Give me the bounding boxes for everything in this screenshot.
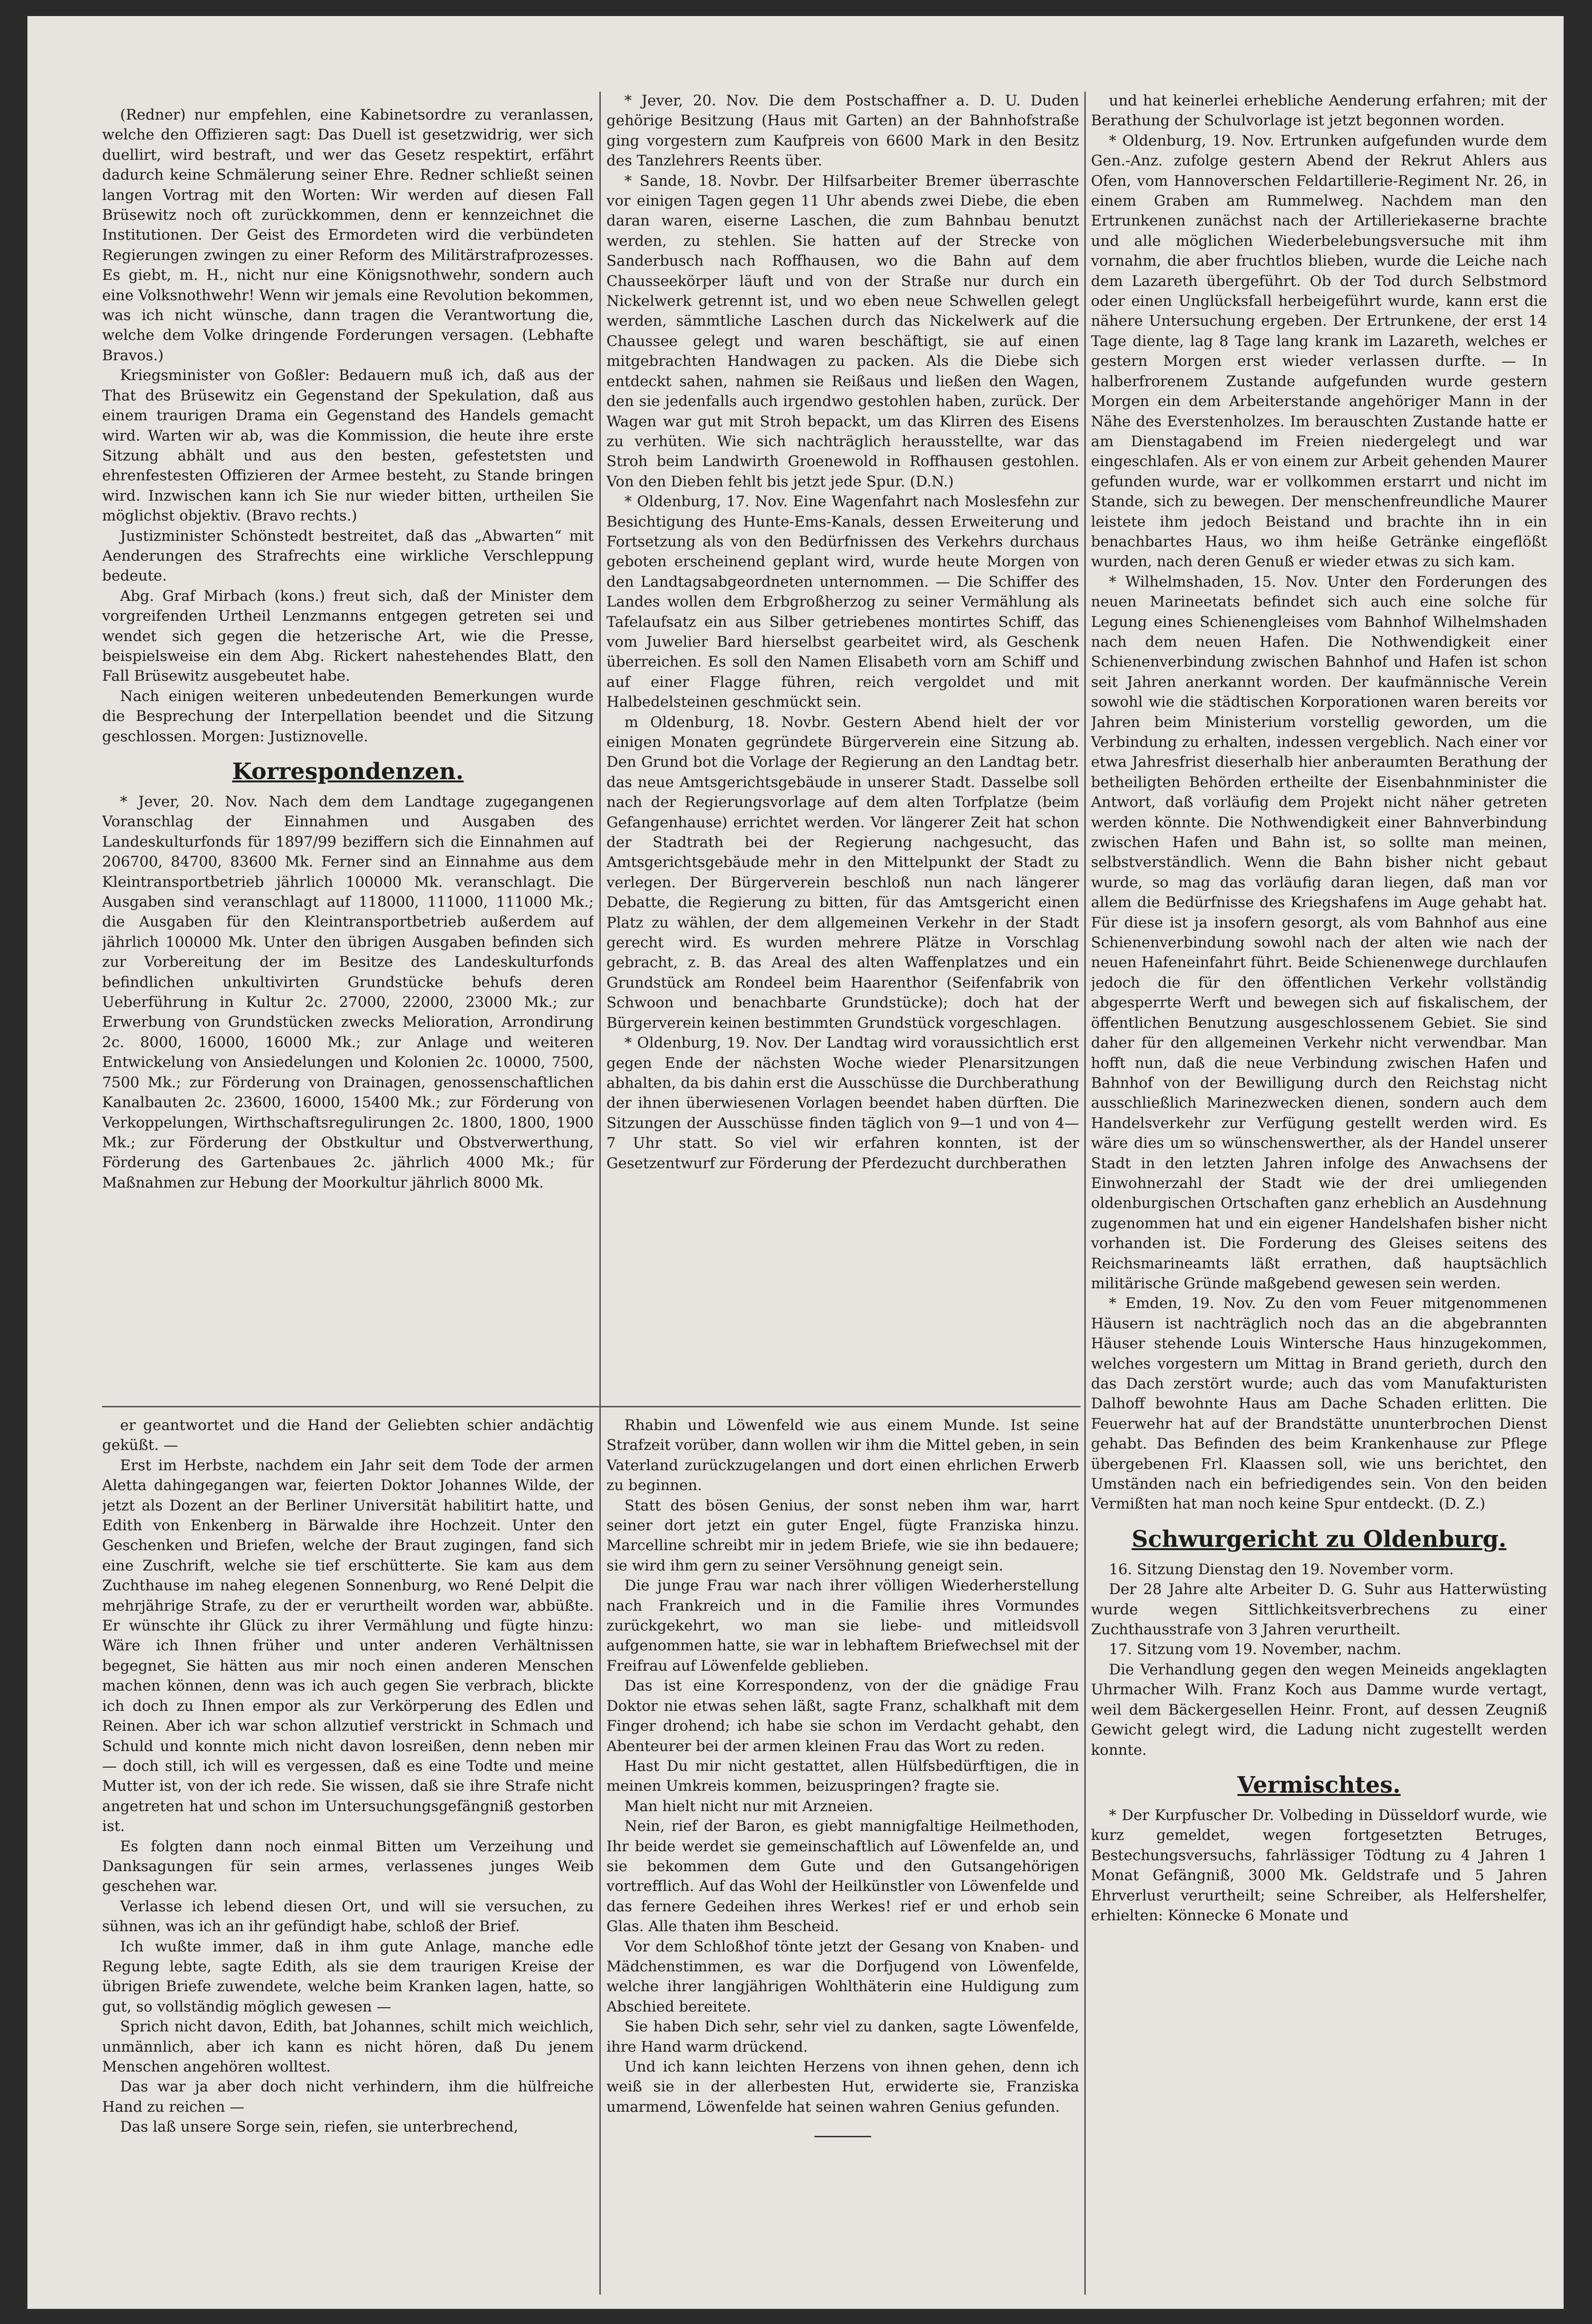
article-paragraph: Nach einigen weiteren unbedeutenden Bemerkungen wurde die Besprechung der Interpellation beendet und die Sitzung geschlossen. Morgen: Justiznovelle. <box>102 687 594 745</box>
article-paragraph: Abg. Graf Mirbach (kons.) freut sich, daß der Minister dem vorgreifenden Urtheil Lenzmanns entgegen getreten sei und wendet sich gegen die hetzerische Art, wie die Presse, beispielsweise ein dem Abg. Rickert nahestehendes Blatt, den Fall Brüsewitz ausgebeutet habe. <box>102 587 594 685</box>
article-paragraph: * Oldenburg, 19. Nov. Ertrunken aufgefunden wurde dem Gen.-Anz. zufolge gestern Abend der Rekrut Ahlers aus Ofen, vom Hannoverschen Feldartillerie-Regiment Nr. 26, in einem Graben am Rummelweg. Nachdem man den Ertrunkenen zunächst nach der Artilleriekaserne brachte und alle möglichen Wiederbelebungsversuche mit ihm vornahm, die aber fruchtlos blieben, wurde die Leiche nach dem Lazareth übergeführt. Ob der Tod durch Selbstmord oder einen Unglücksfall herbeigeführt wurde, kann erst die nähere Untersuchung ergeben. Der Ertrunkene, der erst 14 Tage diente, lag 8 Tage lang krank im Lazareth, welches er gestern Morgen erst wieder verlassen durfte. — In halberfrorenem Zustande aufgefunden wurde gestern Morgen ein dem Arbeiterstande angehöriger Mann in der Nähe des Everstenholzes. Im berauschten Zustande hatte er am Dienstagabend im Freien niedergelegt und war eingeschlafen. Als er von einem zur Arbeit gehenden Maurer gefunden wurde, war er vollkommen erstarrt und nicht im Stande, sich zu bewegen. Der menschenfreundliche Maurer leistete ihm jedoch Beistand und brachte ihn in ein benachbartes Haus, wo ihm heiße Getränke eingeflößt wurden, nach deren Genuß er wieder etwas zu sich kam. <box>1091 132 1547 571</box>
feuilleton-rule <box>102 1406 1081 1407</box>
article-paragraph: Hast Du mir nicht gestattet, allen Hülfsbedürftigen, die in meinen Umkreis kommen, beizuspringen? fragte sie. <box>606 1757 1079 1795</box>
article-paragraph: Sie haben Dich sehr, sehr viel zu danken, sagte Löwenfelde, ihre Hand warm drückend. <box>606 2018 1079 2055</box>
article-paragraph: * Jever, 20. Nov. Nach dem dem Landtage zugegangenen Voranschlag der Einnahmen und Ausgaben des Landeskulturfonds für 1897/99 beziffern sich die Einnahmen auf 206700, 84700, 83600 Mk. Ferner sind an Einnahme aus dem Kleintransportbetrieb jährlich 100000 Mk. veranschlagt. Die Ausgaben sind veranschlagt auf 118000, 111000, 111000 Mk.; die Ausgaben für den Kleintransportbetrieb außerdem auf jährlich 100000 Mk. Unter den übrigen Ausgaben befinden sich zur Vorbereitung der im Besitze des Landeskulturfonds befindlichen unkultivirten Grundstücke behufs deren Ueberführung in Kultur 2c. 27000, 22000, 23000 Mk.; zur Erwerbung von Grundstücken zwecks Melioration, Arrondirung 2c. 8000, 16000, 16000 Mk.; zur Anlage und weiteren Entwickelung von Ansiedelungen und Kolonien 2c. 10000, 7500, 7500 Mk.; zur Förderung von Drainagen, genossenschaftlichen Kanalbauten 2c. 23600, 16000, 15400 Mk.; zur Förderung von Verkoppelungen, Wirthschaftsregulirungen 2c. 1800, 1800, 1900 Mk.; zur Förderung der Obstkultur und Obstverwerthung, Förderung des Gartenbaues 2c. jährlich 4000 Mk.; für Maßnahmen zur Hebung der Moorkultur jährlich 8000 Mk. <box>102 793 594 1191</box>
article-paragraph: Erst im Herbste, nachdem ein Jahr seit dem Tode der armen Aletta dahingegangen war, feierten Doktor Johannes Wilde, der jetzt als Dozent an der Berliner Universität habilitirt hatte, und Edith von Enkenberg in Bärwalde ihre Hochzeit. Unter den Geschenken und Briefen, welche der Braut zugingen, fand sich eine Zuschrift, welche sie tief erschütterte. Sie kam aus dem Zuchthause im naheg elegenen Sonnenburg, wo René Delpit die mehrjährige Strafe, zu der er verurtheilt worden war, abbüßte. Er wünschte ihr Glück zu ihrer Vermählung und fügte hinzu: Wäre ich Ihnen früher und unter anderen Verhältnissen begegnet, Sie hätten aus mir noch einen anderen Menschen machen können, denn was ich auch gegen Sie verbrach, blickte ich doch zu Ihnen empor als zur Verkörperung des Edlen und Reinen. Aber ich war schon allzutief verstrickt in Schmach und Schuld und konnte mich nicht davon losreißen, denn neben mir — doch still, ich will es vergessen, daß es eine Todte und meine Mutter ist, von der ich rede. Sie wissen, daß sie ihre Strafe nicht angetreten hat und schon im Untersuchungsgefängniß gestorben ist. <box>102 1457 594 1835</box>
article-paragraph: * Emden, 19. Nov. Zu den vom Feuer mitgenommenen Häusern ist nachträglich noch das an die abgebrannten Häuser stehende Louis Wintersche Haus hinzugekommen, welches vorgestern um Mittag in Brand gerieth, durch den das Dach zerstört wurde; auch das vom Manufakturisten Dalhoff bewohnte Haus am Dache Schaden erlitten. Die Feuerwehr hat auf der Brandstätte ununterbrochen Dienst gehabt. Das Befinden des beim Krankenhause zur Pflege übergebenen Frl. Klaassen soll, wie uns berichtet, den Umständen nach ein befriedigendes sein. Von den beiden Vermißten hat man noch keine Spur entdeckt. (D. Z.) <box>1091 1295 1547 1513</box>
article-paragraph: Der 28 Jahre alte Arbeiter D. G. Suhr aus Hatterwüsting wurde wegen Sittlichkeitsverbrechens zu einer Zuchthausstrafe von 3 Jahren verurtheilt. <box>1091 1581 1547 1639</box>
article-paragraph: Ich wußte immer, daß in ihm gute Anlage, manche edle Regung lebte, sagte Edith, als sie dem traurigen Kreise der übrigen Briefe zuwendete, welche beim Kranken lagen, hatte, so gut, so vollständig möglich gewesen — <box>102 1938 594 2015</box>
column-rule-2 <box>1084 92 1086 2295</box>
article-paragraph: Die junge Frau war nach ihrer völligen Wiederherstellung nach Frankreich und in die Familie ihres Vormundes zurückgekehrt, wo man sie liebe- und mitleidsvoll aufgenommen hatte, sie war in lebhaftem Briefwechsel mit der Freifrau auf Löwenfelde geblieben. <box>606 1577 1079 1674</box>
article-paragraph: Man hielt nicht nur mit Arzneien. <box>624 1797 874 1815</box>
section-heading: Schwurgericht zu Oldenburg. <box>1132 1526 1506 1552</box>
section-separator <box>814 2136 871 2137</box>
article-paragraph: 17. Sitzung vom 19. November, nachm. <box>1109 1641 1402 1658</box>
article-paragraph: Sprich nicht davon, Edith, bat Johannes, schilt mich weichlich, unmännlich, aber ich kann es nicht hören, daß Du jenem Menschen angehören wolltest. <box>102 2018 594 2075</box>
column-3 <box>1091 91 1547 2294</box>
column-5 <box>606 1415 1079 2295</box>
column-rule-1 <box>599 92 601 2295</box>
article-paragraph: Vor dem Schloßhof tönte jetzt der Gesang von Knaben- und Mädchenstimmen, es war die Dorfjugend von Löwenfelde, welche ihrer langjährigen Wohlthäterin eine Huldigung zum Abschied bereitete. <box>606 1938 1079 2015</box>
newspaper-page <box>27 16 1564 2309</box>
article-paragraph: (Redner) nur empfehlen, eine Kabinetsordre zu veranlassen, welche den Offizieren sagt: Das Duell ist gesetzwidrig, wer sich duellirt, wird bestraft, und wer das Gesetz respektirt, erfährt dadurch keine Schmälerung seiner Ehre. Redner schließt seinen langen Vortrag mit den Worten: Wir werden auf diesen Fall Brüsewitz noch oft zurückkommen, denn er kennzeichnet die Institutionen. Der Geist des Ermordeten wird die verbündeten Regierungen zwingen zu einer Reform des Militärstrafprozesses. Es giebt, m. H., nicht nur eine Königsnothwehr, sondern auch eine Volksnothwehr! Wenn wir jemals eine Revolution bekommen, was ich nicht wünsche, dann tragen die Verantwortung die, welche dem Volke dringende Forderungen versagen. (Lebhafte Bravos.) <box>102 106 594 364</box>
column-1 <box>102 105 594 1396</box>
section-heading: Vermischtes. <box>1237 1771 1401 1798</box>
article-paragraph: 16. Sitzung Dienstag den 19. November vorm. <box>1109 1561 1454 1578</box>
article-paragraph: Justizminister Schönstedt bestreitet, daß das „Abwarten“ mit Aenderungen des Strafrechts eine wirkliche Verschleppung bedeute. <box>102 527 594 585</box>
article-paragraph: m Oldenburg, 18. Novbr. Gestern Abend hielt der vor einigen Monaten gegründete Bürgerverein eine Sitzung ab. Den Grund bot die Vorlage der Regierung an den Landtag betr. das neue Amtsgerichtsgebäude in unserer Stadt. Dasselbe soll nach der Regierungsvorlage auf dem alten Torfplatze (beim Gefangenhause) errichtet werden. Vor längerer Zeit hat schon der Stadtrath bei der Regierung nachgesucht, das Amtsgerichtsgebäude mehr in den Mittelpunkt der Stadt zu verlegen. Der Bürgerverein beschloß nun nach längerer Debatte, die Regierung zu bitten, für das Amtsgericht einen Platz zu wählen, der dem allgemeinen Verkehr in der Stadt gerecht wird. Es wurden mehrere Plätze in Vorschlag gebracht, z. B. das Areal des alten Waffenplatzes und ein Grundstück am Rondeel beim Haarenthor (Seifenfabrik von Schwoon und benachbarte Grundstücke); doch hat der Bürgerverein keinen bestimmten Grundstück vorgeschlagen. <box>606 713 1079 1032</box>
article-paragraph: Und ich kann leichten Herzens von ihnen gehen, denn ich weiß sie in der allerbesten Hut, erwiderte sie, Franziska umarmend, Löwenfelde hat seinen wahren Genius gefunden. <box>606 2058 1079 2116</box>
article-paragraph: Nein, rief der Baron, es giebt mannigfaltige Heilmethoden, Ihr beide werdet sie gemeinschaftlich auf Löwenfelde an, und sie bekommen dem Gute und den Gutsangehörigen vortrefflich. Auf das Wohl der Heilkünstler von Löwenfelde und das fernere Gedeihen ihres Werkes! rief er und erhob sein Glas. Alle thaten ihm Bescheid. <box>606 1818 1079 1935</box>
article-paragraph: Rhabin und Löwenfeld wie aus einem Munde. Ist seine Strafzeit vorüber, dann wollen wir ihm die Mittel geben, in sein Vaterland zurückzugelangen und dort einen ehrlichen Erwerb zu beginnen. <box>606 1417 1079 1494</box>
article-paragraph: er geantwortet und die Hand der Geliebten schier andächtig geküßt. — <box>102 1417 594 1454</box>
article-paragraph: * Der Kurpfuscher Dr. Volbeding in Düsseldorf wurde, wie kurz gemeldet, wegen fortgesetzten Betruges, Bestechungsversuchs, fahrlässiger Tödtung zu 4 Jahren 1 Monat Gefängniß, 3000 Mk. Geldstrafe und 5 Jahren Ehrverlust verurtheilt; seine Schreiber, als Helfershelfer, erhielten: Könnecke 6 Monate und <box>1091 1806 1547 1924</box>
column-2 <box>606 91 1079 1396</box>
article-paragraph: * Jever, 20. Nov. Die dem Postschaffner a. D. U. Duden gehörige Besitzung (Haus mit Garten) an der Bahnhofstraße ging vorgestern zum Kaufpreis von 6600 Mark in den Besitz des Tanzlehrers Reents über. <box>606 92 1079 170</box>
article-paragraph: Verlasse ich lebend diesen Ort, und will sie versuchen, zu sühnen, was ich an ihr gefündigt habe, schloß der Brief. <box>102 1898 594 1935</box>
article-paragraph: * Sande, 18. Novbr. Der Hilfsarbeiter Bremer überraschte vor einigen Tagen gegen 11 Uhr abends zwei Diebe, die eben daran waren, eiserne Laschen, die zum Bahnbau benutzt werden, zu stehlen. Sie hatten auf der Strecke von Sanderbusch nach Roffhausen, wo die Bahn auf dem Chausseekörper läuft und von der Straße nur durch ein Nickelwerk getrennt ist, und wo eben neue Schwellen gelegt werden, sämmtliche Laschen durch das Nickelwerk auf die Chaussee gelegt und waren beschäftigt, sie auf einen mitgebrachten Handwagen zu packen. Als die Diebe sich entdeckt sahen, nahmen sie Reißaus und ließen den Wagen, den sie jedenfalls auch irgendwo gestohlen haben, zurück. Der Wagen war gut mit Stroh bepackt, um das Klirren des Eisens zu verhüten. Wie sich nachträglich herausstellte, war das Stroh beim Landwirth Groenewold in Roffhausen gestohlen. Von den Dieben fehlt bis jetzt jede Spur. (D.N.) <box>606 172 1079 490</box>
article-paragraph: Kriegsminister von Goßler: Bedauern muß ich, daß aus der That des Brüsewitz ein Gegenstand der Spekulation, daß aus einem traurigen Drama ein Gegenstand des Handels gemacht wird. Warten wir ab, was die Kommission, die heute ihre erste Sitzung abhält und aus den besten, gefestetsten und ehrenfestesten Offizieren der Armee besteht, zu Stande bringen wird. Inzwischen kann ich Sie nur wieder bitten, urtheilen Sie möglichst objektiv. (Bravo rechts.) <box>102 367 594 525</box>
article-paragraph: Das laß unsere Sorge sein, riefen, sie unterbrechend, <box>120 2118 519 2136</box>
article-paragraph: * Wilhelmshaden, 15. Nov. Unter den Forderungen des neuen Marineetats befindet sich auch eine solche für Legung eines Schienengleises vom Bahnhof Wilhelmshaden nach dem neuen Hafen. Die Nothwendigkeit einer Schienenverbindung zwischen Bahnhof und Hafen ist schon seit Jahren anerkannt worden. Der kaufmännische Verein sowohl wie die städtischen Korporationen waren bereits vor Jahren beim Ministerium vorstellig geworden, um die Verbindung zu erhalten, indessen vergeblich. Nach einer vor etwa Jahresfrist dieserhalb hier anberaumten Berathung der betheiligten Behörden ertheilte der Eisenbahnminister die Antwort, daß vorläufig dem Projekt nicht näher getreten werden könnte. Die Nothwendigkeit einer Bahnverbindung zwischen Hafen und Bahn ist, so sollte man meinen, selbstverständlich. Wenn die Bahn bisher nicht gebaut wurde, so mag das vorläufig daran liegen, daß man vor allem die Bedürfnisse des Kriegshafens im Auge gehabt hat. Für diese ist ja insofern gesorgt, als vom Bahnhof aus eine Schienenverbindung sowohl nach der alten wie nach der neuen Hafeneinfahrt führt. Beide Schienenwege durchlaufen jedoch die für den öffentlichen Verkehr vollständig abgesperrte Werft und bewegen sich auf fiskalischem, der öffentlichen Benutzung ausgeschlossenem Gebiet. Sie sind daher für den allgemeinen Verkehr nicht verwendbar. Man hofft nun, daß die neue Verbindung zwischen Hafen und Bahnhof von der Bewilligung durch den Reichstag nicht ausschließlich Marinezwecken dienen, sondern auch dem Handelsverkehr zur Verfügung gestellt werden wird. Es wäre dies um so wünschenswerther, als der Handel unserer Stadt in den letzten Jahren infolge des Anwachsens der Einwohnerzahl der Stadt wie der drei umliegenden oldenburgischen Ortschaften ganz erheblich an Ausdehnung zugenommen hat und ein eigener Handelshafen bisher nicht vorhanden ist. Die Forderung des Gleises seitens des Reichsmarineamts läßt errathen, daß hauptsächlich militärische Gründe maßgebend gewesen sein werden. <box>1091 573 1547 1292</box>
article-paragraph: * Oldenburg, 19. Nov. Der Landtag wird voraussichtlich erst gegen Ende der nächsten Woche wieder Plenarsitzungen abhalten, da bis dahin erst die Ausschüsse die Durchberathung der ihnen überwiesenen Vorlagen beendet haben dürften. Die Sitzungen der Ausschüsse finden täglich von 9—1 und von 4—7 Uhr statt. So viel wir erfahren konnten, ist der Gesetzentwurf zur Förderung der Pferdezucht durchberathen <box>606 1034 1079 1172</box>
article-paragraph: * Oldenburg, 17. Nov. Eine Wagenfahrt nach Moslesfehn zur Besichtigung des Hunte-Ems-Kanals, dessen Erweiterung und Fortsetzung als von den Bedürfnissen des Verkehrs durchaus geboten erscheinend geplant wird, wurde heute Morgen von den Landtagsabgeordneten unternommen. — Die Schiffer des Landes wollen dem Erbgroßherzog zu seiner Vermählung als Tafelaufsatz ein aus Silber getriebenes montirtes Schiff, das vom Juwelier Bard hierselbst gearbeitet wird, als Geschenk überreichen. Es soll den Namen Elisabeth vorn am Schiff und auf einer Flagge führen, reich vergoldet und mit Halbedelsteinen geschmückt sein. <box>606 493 1079 711</box>
article-paragraph: Das ist eine Korrespondenz, von der die gnädige Frau Doktor nie etwas sehen läßt, sagte Franz, schalkhaft mit dem Finger drohend; ich habe sie schon im Verdacht gehabt, den Abenteurer bei der armen kleinen Frau das Wort zu reden. <box>606 1677 1079 1755</box>
article-paragraph: und hat keinerlei erhebliche Aenderung erfahren; mit der Berathung der Schulvorlage ist jetzt begonnen worden. <box>1091 92 1547 130</box>
article-paragraph: Die Verhandlung gegen den wegen Meineids angeklagten Uhrmacher Wilh. Franz Koch aus Damme wurde vertagt, weil dem Bäckergesellen Heinr. Front, auf dessen Zeugniß Gewicht gelegt wird, die Ladung nicht zugestellt werden konnte. <box>1091 1661 1547 1759</box>
section-heading: Korrespondenzen. <box>232 758 464 785</box>
article-paragraph: Statt des bösen Genius, der sonst neben ihm war, harrt seiner dort jetzt ein guter Engel, fügte Franziska hinzu. Marcelline schreibt mir in jedem Briefe, wie sie ihn bedauere; sie wird ihm gern zu seiner Versöhnung geneigt sein. <box>606 1497 1079 1574</box>
article-paragraph: Das war ja aber doch nicht verhindern, ihm die hülfreiche Hand zu reichen — <box>102 2078 594 2116</box>
article-paragraph: Es folgten dann noch einmal Bitten um Verzeihung und Danksagungen für sein armes, verlassenes junges Weib geschehen war. <box>102 1838 594 1895</box>
column-4 <box>102 1415 594 2295</box>
